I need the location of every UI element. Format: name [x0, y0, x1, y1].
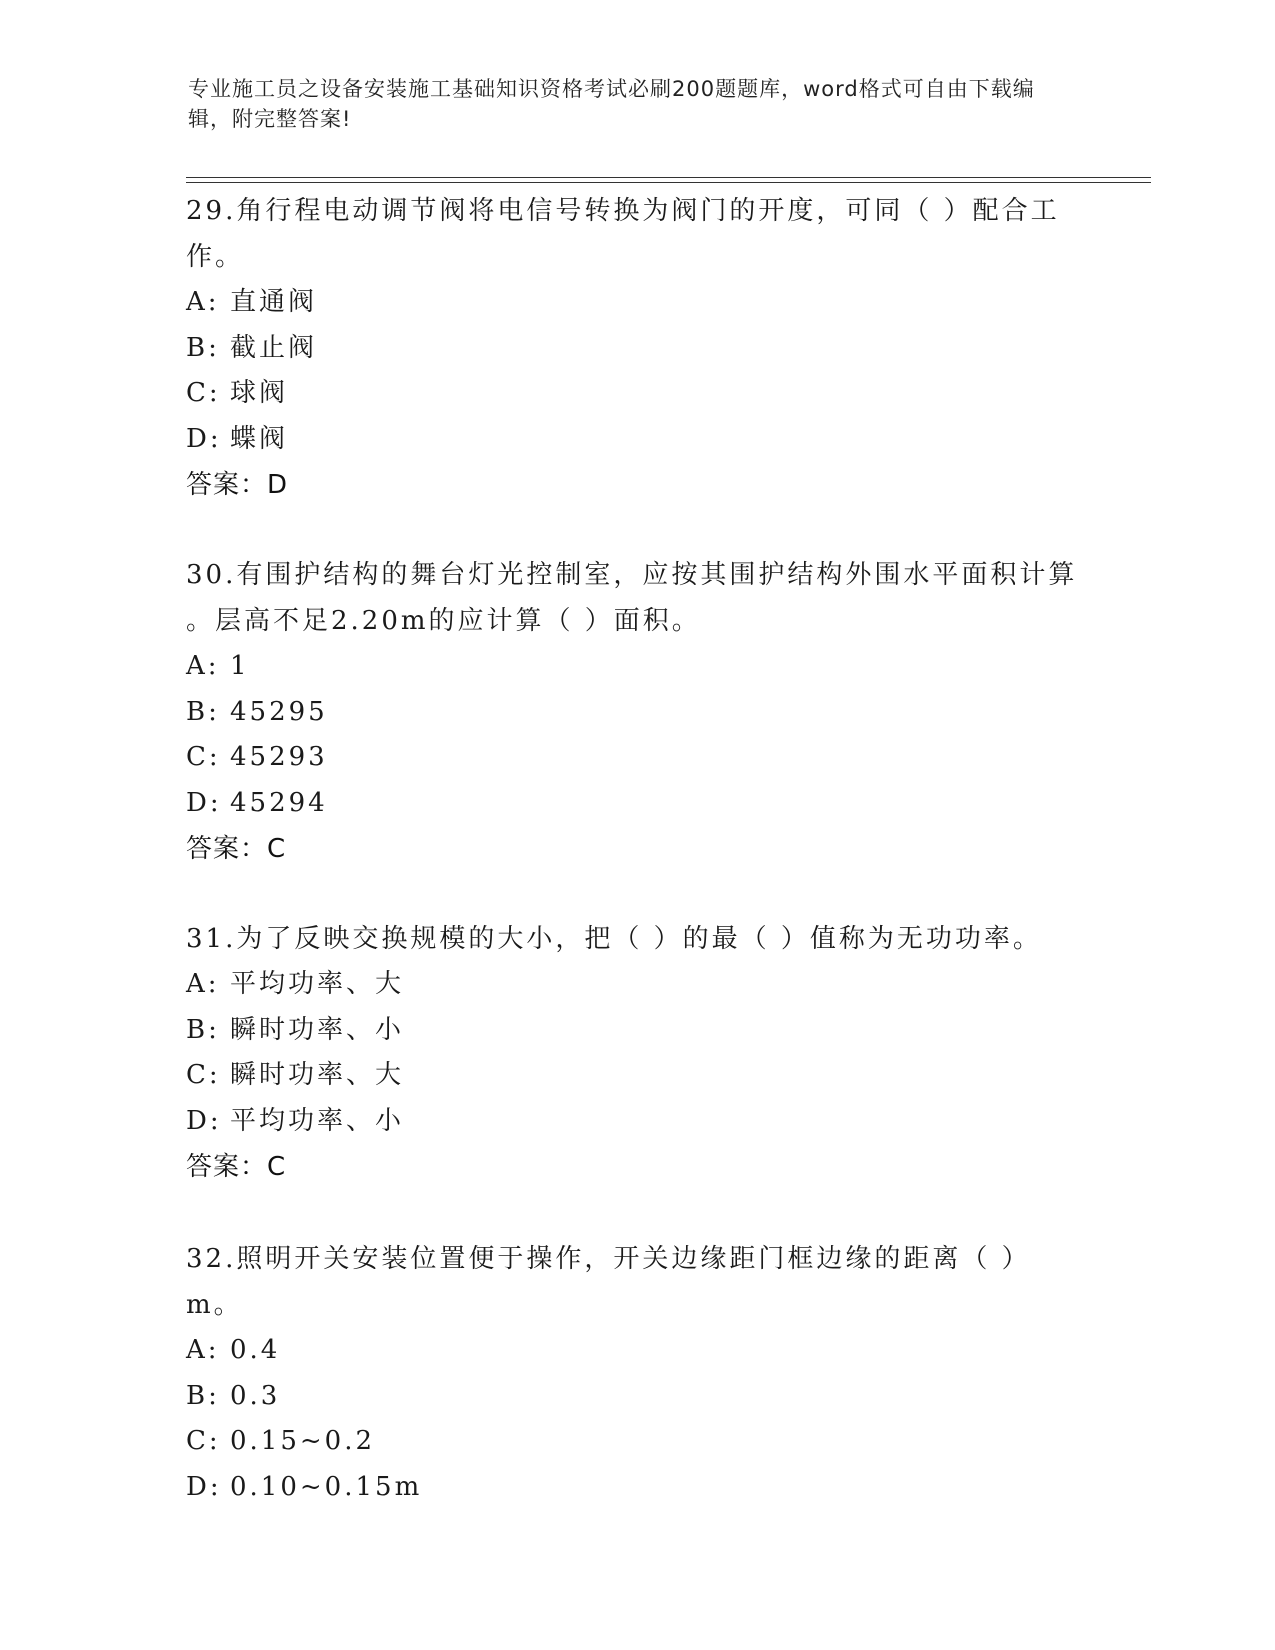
answer-line: 答案：C: [186, 834, 287, 864]
option-c: [186, 1053, 1086, 1099]
option-text: 球阀: [230, 378, 289, 408]
option-letter: A:: [186, 1335, 220, 1365]
option-letter: A:: [186, 287, 220, 317]
option-text: 0.4: [230, 1335, 281, 1365]
question-text-line: 29.角行程电动调节阀将电信号转换为阀门的开度，可同（ ）配合工: [186, 196, 1060, 226]
option-text: 45295: [230, 696, 328, 727]
option-text: 1: [230, 651, 250, 681]
answer-line: 答案：D: [186, 470, 289, 500]
option-b: [186, 690, 1086, 736]
option-letter: D:: [186, 787, 222, 818]
option-letter: D:: [186, 1105, 222, 1136]
option-letter: D:: [186, 1471, 222, 1502]
option-letter: A:: [186, 651, 220, 681]
question-text-line: 31.为了反映交换规模的大小，把（ ）的最（ ）值称为无功功率。: [186, 924, 1042, 954]
option-a: [186, 1328, 1086, 1374]
option-text: 截止阀: [230, 332, 318, 363]
option-a: [186, 644, 1086, 690]
option-text: 0.3: [230, 1380, 281, 1411]
option-b: [186, 326, 1086, 372]
option-b: [186, 1374, 1086, 1420]
question-30: [186, 552, 1086, 872]
option-text: 蝶阀: [230, 423, 289, 454]
document-header: 专业施工员之设备安装施工基础知识资格考试必刷200题题库，word格式可自由下载编辑，附完整答案!: [188, 77, 1035, 131]
option-text: 45294: [230, 787, 328, 818]
option-text: 瞬时功率、小: [230, 1014, 405, 1045]
option-c: [186, 735, 1086, 781]
question-31: [186, 916, 1086, 1190]
option-letter: B:: [186, 1014, 220, 1045]
option-text: 平均功率、小: [230, 1105, 405, 1136]
question-29: [186, 188, 1086, 508]
option-letter: B:: [186, 696, 220, 727]
option-d: [186, 1465, 1086, 1511]
option-letter: B:: [186, 1380, 220, 1411]
option-letter: A:: [186, 969, 220, 999]
answer-line: 答案：C: [186, 1152, 287, 1182]
option-a: [186, 962, 1086, 1008]
option-text: 45293: [230, 742, 328, 772]
question-text-line: 。层高不足2.20m的应计算（ ）面积。: [186, 606, 701, 636]
header-divider-bottom: [186, 182, 1151, 183]
option-letter: C:: [186, 742, 221, 772]
option-a: [186, 280, 1086, 326]
option-text: 平均功率、大: [230, 969, 405, 999]
header-divider-top: [186, 177, 1151, 178]
option-d: [186, 781, 1086, 827]
option-text: 瞬时功率、大: [230, 1060, 405, 1090]
option-text: 0.10~0.15m: [230, 1471, 423, 1502]
question-text-line: 作。: [186, 242, 245, 272]
option-letter: D:: [186, 423, 222, 454]
option-b: [186, 1008, 1086, 1054]
option-letter: C:: [186, 1060, 221, 1090]
option-c: [186, 1419, 1086, 1465]
question-32: [186, 1236, 1086, 1510]
question-text-line: 30.有围护结构的舞台灯光控制室，应按其围护结构外围水平面积计算: [186, 560, 1078, 590]
option-text: 直通阀: [230, 287, 318, 317]
option-letter: C:: [186, 1426, 221, 1456]
option-letter: B:: [186, 332, 220, 363]
option-c: [186, 371, 1086, 417]
option-text: 0.15~0.2: [230, 1426, 376, 1456]
option-d: [186, 1099, 1086, 1145]
question-text-line: 32.照明开关安装位置便于操作，开关边缘距门框边缘的距离（ ）m。: [186, 1244, 1031, 1320]
option-d: [186, 417, 1086, 463]
option-letter: C:: [186, 378, 221, 408]
